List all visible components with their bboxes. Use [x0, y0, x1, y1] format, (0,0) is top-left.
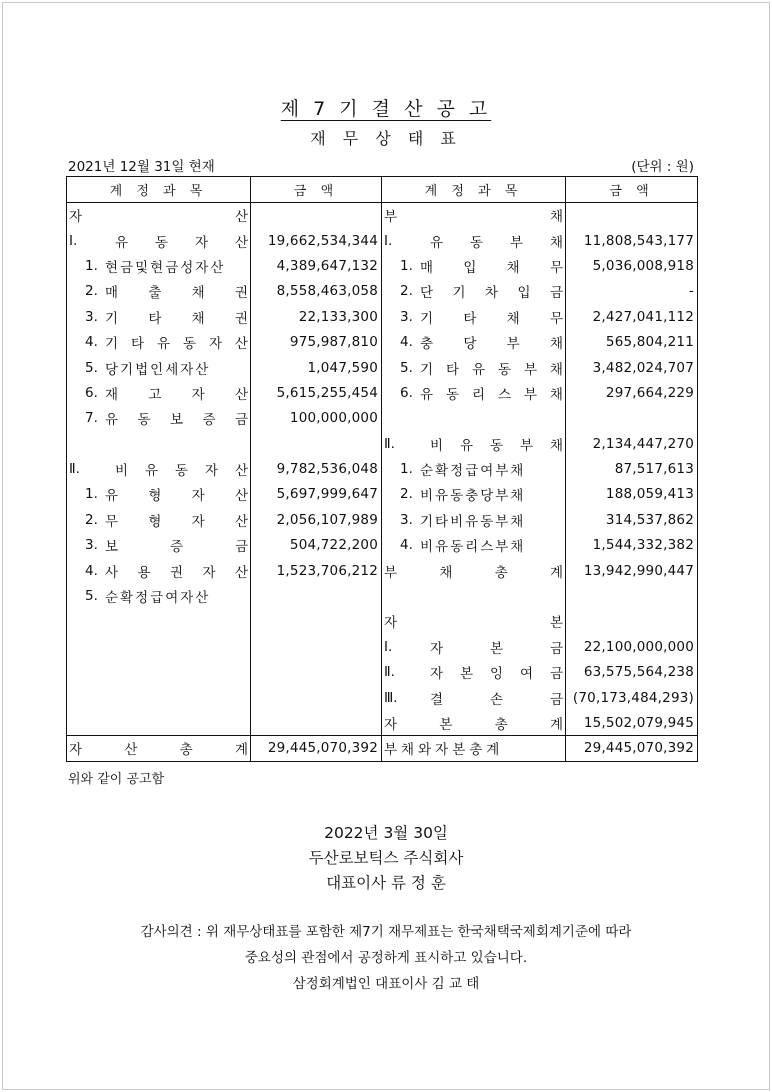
- account-cell: [67, 609, 251, 634]
- account-number: 2.: [85, 511, 98, 528]
- header-account-left: 계 정 과 목: [67, 177, 251, 203]
- amount-cell: 15,502,079,945: [566, 710, 698, 735]
- amount-cell: 2,427,041,112: [566, 304, 698, 329]
- account-cell: [382, 583, 566, 608]
- amount-cell: 188,059,413: [566, 482, 698, 507]
- account-name: 매 출 채 권: [105, 285, 248, 302]
- account-number: 3.: [85, 537, 98, 554]
- amount-cell: 975,987,810: [251, 329, 382, 354]
- as-of-date: 2021년 12월 31일 현재: [68, 159, 215, 175]
- unit-label: (단위 : 원): [631, 159, 694, 175]
- account-cell: [67, 456, 251, 481]
- amount-cell: [566, 609, 698, 634]
- account-name: 자 본: [384, 615, 563, 632]
- account-cell: [382, 710, 566, 735]
- account-name: 현 금 및 현 금 성 자 산: [105, 259, 224, 276]
- table-row: [67, 533, 698, 558]
- account-cell: [67, 533, 251, 558]
- account-name: 순 확 정 급 여 자 산: [105, 590, 209, 607]
- account-name: 자 산 총 계: [69, 742, 248, 759]
- account-name: 재 고 자 산: [105, 386, 248, 403]
- amount-cell: [251, 609, 382, 634]
- amount-cell: 5,036,008,918: [566, 253, 698, 278]
- auditor-name: 삼정회계법인 대표이사 김 교 태: [292, 976, 480, 992]
- header-amount-right: 금 액: [566, 177, 698, 203]
- amount-cell: 4,389,647,132: [251, 253, 382, 278]
- account-cell: [67, 482, 251, 507]
- table-header-row: [67, 177, 698, 203]
- amount-cell: 29,445,070,392: [251, 736, 382, 761]
- account-name: 순 확 정 급 여 부 채: [420, 463, 524, 480]
- account-name: 유 동 부 채: [430, 234, 563, 251]
- table-row: [67, 660, 698, 685]
- table-row: [67, 482, 698, 507]
- amount-cell: 314,537,862: [566, 507, 698, 532]
- account-cell: [382, 431, 566, 456]
- account-number: Ⅰ.: [384, 232, 393, 249]
- account-cell: [382, 228, 566, 253]
- table-row: [67, 203, 698, 228]
- account-cell: [67, 558, 251, 583]
- account-number: 4.: [400, 537, 413, 554]
- account-name: 비 유 동 리 스 부 채: [420, 539, 524, 556]
- account-cell: [67, 380, 251, 405]
- account-cell: [67, 634, 251, 659]
- amount-cell: 22,100,000,000: [566, 634, 698, 659]
- account-number: 4.: [85, 562, 98, 579]
- totals-row: [67, 736, 698, 761]
- account-cell: [382, 507, 566, 532]
- account-name: 비 유 동 충 당 부 채: [420, 488, 524, 505]
- account-number: 4.: [85, 334, 98, 351]
- amount-cell: 63,575,564,238: [566, 660, 698, 685]
- amount-cell: (70,173,484,293): [566, 685, 698, 710]
- amount-cell: 87,517,613: [566, 456, 698, 481]
- amount-cell: 29,445,070,392: [566, 736, 698, 761]
- table-row: [67, 304, 698, 329]
- account-cell: [382, 253, 566, 278]
- account-name: 충 당 부 채: [420, 336, 563, 353]
- account-number: Ⅱ.: [384, 664, 395, 681]
- account-number: 6.: [400, 384, 413, 401]
- declaration: 위와 같이 공고함: [68, 772, 165, 787]
- amount-cell: 8,558,463,058: [251, 279, 382, 304]
- account-cell: [67, 279, 251, 304]
- amount-cell: 22,133,300: [251, 304, 382, 329]
- account-cell: [382, 406, 566, 431]
- amount-cell: [251, 660, 382, 685]
- amount-cell: -: [566, 279, 698, 304]
- table-row: [67, 355, 698, 380]
- account-name: 기 타 유 동 부 채: [420, 361, 563, 378]
- table-row: [67, 710, 698, 735]
- account-name: 매 입 채 무: [420, 259, 563, 276]
- account-cell: [382, 380, 566, 405]
- amount-cell: [251, 203, 382, 228]
- table-row: [67, 583, 698, 608]
- announcement-date: 2022년 3월 30일: [324, 824, 448, 842]
- account-name: 유 동 보 증 금: [105, 412, 248, 429]
- amount-cell: 5,697,999,647: [251, 482, 382, 507]
- account-number: 1.: [400, 461, 413, 478]
- account-number: 5.: [85, 359, 98, 376]
- account-number: 5.: [85, 588, 98, 605]
- account-cell: [382, 558, 566, 583]
- account-number: Ⅰ.: [69, 232, 78, 249]
- account-name: 자 본 총 계: [384, 716, 563, 733]
- amount-cell: [251, 710, 382, 735]
- account-name: 기 타 채 권: [105, 310, 248, 327]
- account-cell: [67, 685, 251, 710]
- account-cell: [382, 482, 566, 507]
- account-cell: [382, 660, 566, 685]
- account-cell: [67, 583, 251, 608]
- header-account-right: 계 정 과 목: [382, 177, 566, 203]
- amount-cell: 9,782,536,048: [251, 456, 382, 481]
- account-number: Ⅱ.: [384, 435, 395, 452]
- account-cell: [382, 355, 566, 380]
- account-name: 자 본 금: [430, 640, 563, 657]
- account-number: 7.: [85, 410, 98, 427]
- account-cell: [382, 736, 566, 761]
- table-row: [67, 228, 698, 253]
- account-name: 사 용 권 자 산: [105, 564, 248, 581]
- account-number: Ⅰ.: [384, 638, 393, 655]
- account-cell: [67, 406, 251, 431]
- amount-cell: 1,047,590: [251, 355, 382, 380]
- amount-cell: [566, 406, 698, 431]
- amount-cell: 19,662,534,344: [251, 228, 382, 253]
- account-cell: [67, 507, 251, 532]
- account-number: 3.: [400, 308, 413, 325]
- account-cell: [382, 685, 566, 710]
- account-cell: [382, 203, 566, 228]
- account-name: 기 타 채 무: [420, 310, 563, 327]
- account-name: 자 산: [69, 209, 248, 226]
- table-row: [67, 279, 698, 304]
- table-row: [67, 685, 698, 710]
- account-name: 부 채 총 계: [384, 564, 563, 581]
- account-name: 기 타 유 동 자 산: [105, 336, 248, 353]
- account-cell: [382, 279, 566, 304]
- amount-cell: 1,523,706,212: [251, 558, 382, 583]
- account-cell: [67, 710, 251, 735]
- account-number: 3.: [85, 308, 98, 325]
- amount-cell: 565,804,211: [566, 329, 698, 354]
- amount-cell: 297,664,229: [566, 380, 698, 405]
- ceo-name: 대표이사 류 정 훈: [326, 874, 446, 892]
- account-cell: [382, 329, 566, 354]
- account-cell: [382, 533, 566, 558]
- account-name: 당 기 법 인 세 자 산: [105, 361, 209, 378]
- table-row: [67, 406, 698, 431]
- table-row: [67, 380, 698, 405]
- account-number: 2.: [400, 283, 413, 300]
- audit-opinion-line-2: 중요성의 관점에서 공정하게 표시하고 있습니다.: [244, 950, 528, 966]
- account-cell: [67, 736, 251, 761]
- header-amount-left: 금 액: [251, 177, 382, 203]
- amount-cell: 2,134,447,270: [566, 431, 698, 456]
- account-cell: [67, 203, 251, 228]
- account-cell: [67, 253, 251, 278]
- account-number: 2.: [400, 486, 413, 503]
- table-row: [67, 253, 698, 278]
- amount-cell: 5,615,255,454: [251, 380, 382, 405]
- account-cell: [382, 304, 566, 329]
- page-title: 제 7 기 결 산 공 고: [280, 98, 492, 120]
- account-name: 유 형 자 산: [105, 488, 248, 505]
- account-number: 1.: [400, 257, 413, 274]
- amount-cell: [251, 583, 382, 608]
- table-row: [67, 431, 698, 456]
- amount-cell: 504,722,200: [251, 533, 382, 558]
- account-cell: [67, 355, 251, 380]
- account-number: Ⅲ.: [384, 689, 398, 706]
- amount-cell: 3,482,024,707: [566, 355, 698, 380]
- account-name: 부 채: [384, 209, 563, 226]
- account-name: 부 채 와 자 본 총 계: [384, 742, 500, 759]
- table-row: [67, 609, 698, 634]
- account-name: 유 동 리 스 부 채: [420, 386, 563, 403]
- amount-cell: 2,056,107,989: [251, 507, 382, 532]
- audit-opinion-line-1: 감사의견 : 위 재무상태표를 포함한 제7기 재무제표는 한국채택국제회계기준에 따라: [140, 924, 632, 940]
- account-cell: [382, 609, 566, 634]
- table-row: [67, 456, 698, 481]
- account-number: Ⅱ.: [69, 461, 80, 478]
- account-name: 결 손 금: [430, 691, 563, 708]
- amount-cell: [251, 431, 382, 456]
- account-name: 단 기 차 입 금: [420, 285, 563, 302]
- account-number: 1.: [85, 486, 98, 503]
- account-number: 5.: [400, 359, 413, 376]
- account-cell: [67, 228, 251, 253]
- account-cell: [67, 431, 251, 456]
- account-cell: [67, 660, 251, 685]
- amount-cell: 11,808,543,177: [566, 228, 698, 253]
- account-cell: [67, 304, 251, 329]
- account-name: 비 유 동 부 채: [430, 437, 563, 454]
- account-name: 자 본 잉 여 금: [430, 666, 563, 683]
- amount-cell: 13,942,990,447: [566, 558, 698, 583]
- amount-cell: [566, 583, 698, 608]
- account-name: 무 형 자 산: [105, 513, 248, 530]
- account-number: 4.: [400, 334, 413, 351]
- amount-cell: [251, 685, 382, 710]
- amount-cell: 1,544,332,382: [566, 533, 698, 558]
- account-number: 2.: [85, 283, 98, 300]
- account-cell: [67, 329, 251, 354]
- page-subtitle: 재 무 상 태 표: [310, 129, 462, 148]
- table-row: [67, 558, 698, 583]
- company-name: 두산로보틱스 주식회사: [308, 849, 464, 867]
- table-row: [67, 634, 698, 659]
- account-name: 유 동 자 산: [115, 234, 248, 251]
- amount-cell: 100,000,000: [251, 406, 382, 431]
- amount-cell: [566, 203, 698, 228]
- amount-cell: [251, 634, 382, 659]
- table-row: [67, 507, 698, 532]
- account-name: 기 타 비 유 동 부 채: [420, 513, 524, 530]
- account-number: 1.: [85, 257, 98, 274]
- account-name: 비 유 동 자 산: [115, 463, 248, 480]
- account-cell: [382, 634, 566, 659]
- account-number: 6.: [85, 384, 98, 401]
- balance-sheet-table: [66, 176, 698, 762]
- account-cell: [382, 456, 566, 481]
- table-row: [67, 329, 698, 354]
- account-name: 보 증 금: [105, 539, 248, 556]
- account-number: 3.: [400, 511, 413, 528]
